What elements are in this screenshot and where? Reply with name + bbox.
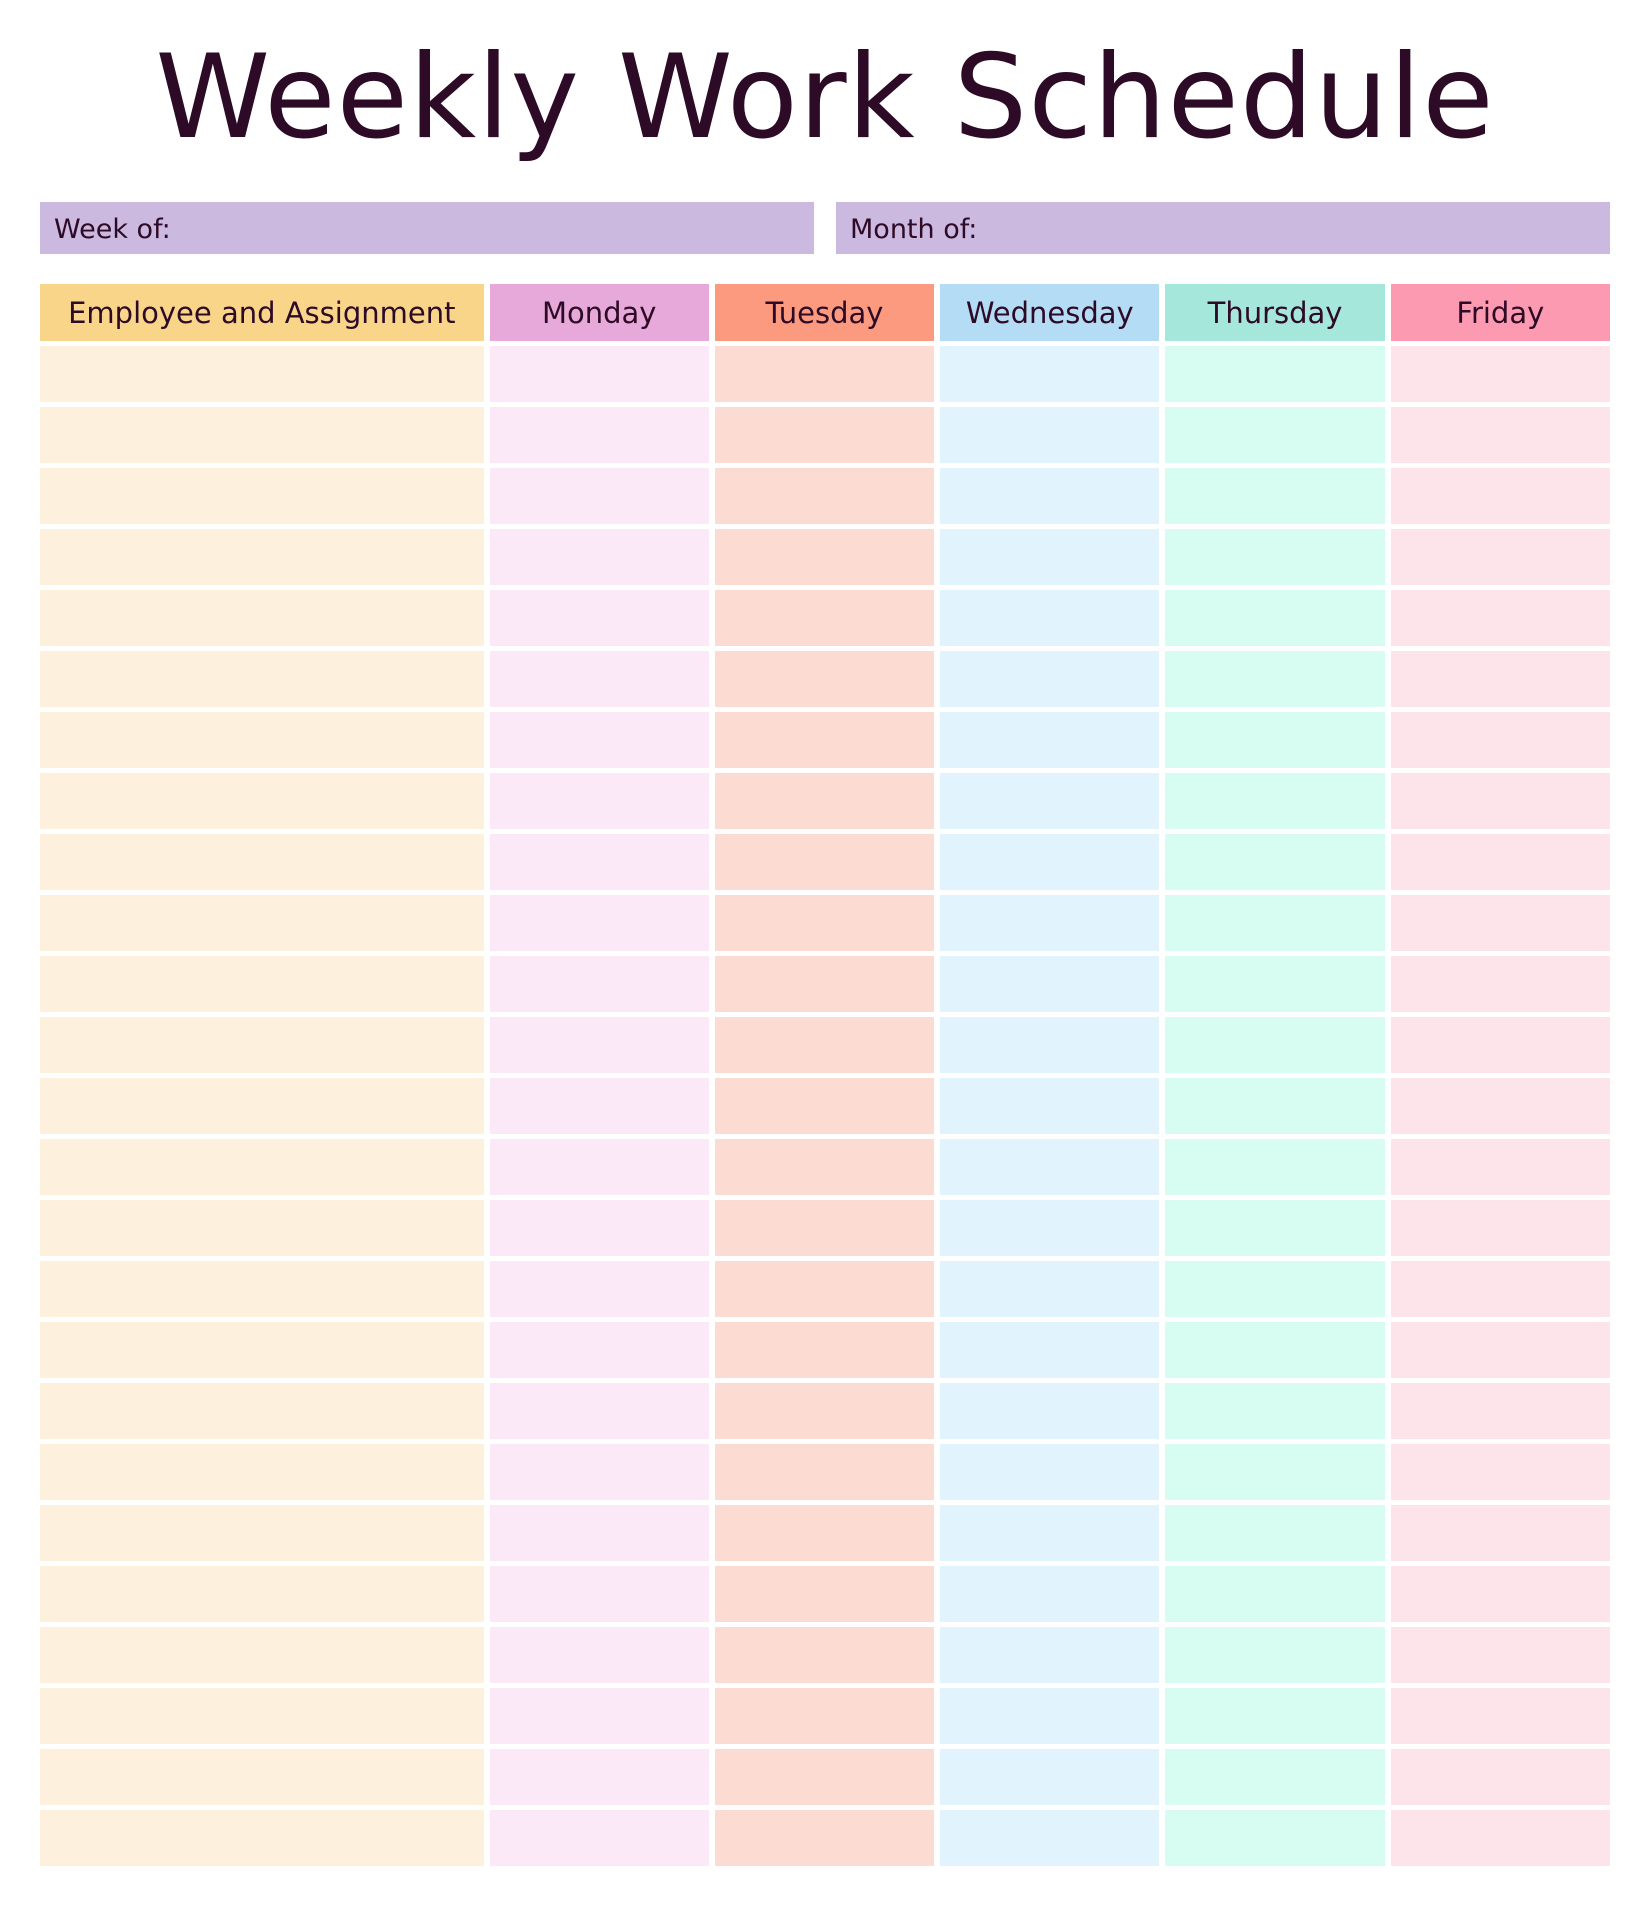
cell-friday[interactable] [1391, 895, 1610, 951]
table-row [40, 590, 1610, 646]
column-header-wednesday: Wednesday [940, 284, 1159, 341]
cell-employee[interactable] [40, 529, 484, 585]
cell-thursday[interactable] [1165, 529, 1384, 585]
cell-thursday[interactable] [1165, 1078, 1384, 1134]
cell-monday[interactable] [490, 1322, 709, 1378]
cell-tuesday[interactable] [715, 1749, 934, 1805]
cell-friday[interactable] [1391, 346, 1610, 402]
cell-employee[interactable] [40, 1688, 484, 1744]
cell-thursday[interactable] [1165, 1688, 1384, 1744]
cell-thursday[interactable] [1165, 895, 1384, 951]
cell-tuesday[interactable] [715, 1383, 934, 1439]
cell-employee[interactable] [40, 1444, 484, 1500]
cell-thursday[interactable] [1165, 1322, 1384, 1378]
cell-tuesday[interactable] [715, 1078, 934, 1134]
table-row [40, 1566, 1610, 1622]
cell-wednesday[interactable] [940, 1200, 1159, 1256]
cell-monday[interactable] [490, 1688, 709, 1744]
cell-monday[interactable] [490, 1444, 709, 1500]
cell-friday[interactable] [1391, 529, 1610, 585]
table-row [40, 1688, 1610, 1744]
cell-tuesday[interactable] [715, 529, 934, 585]
cell-monday[interactable] [490, 529, 709, 585]
week-of-label: Week of: [54, 214, 171, 245]
table-row [40, 651, 1610, 707]
table-row [40, 1810, 1610, 1866]
cell-monday[interactable] [490, 773, 709, 829]
table-header-row [40, 284, 1610, 341]
cell-employee[interactable] [40, 1261, 484, 1317]
cell-friday[interactable] [1391, 468, 1610, 524]
cell-employee[interactable] [40, 1749, 484, 1805]
cell-monday[interactable] [490, 1139, 709, 1195]
cell-wednesday[interactable] [940, 1749, 1159, 1805]
cell-monday[interactable] [490, 1810, 709, 1866]
table-row [40, 407, 1610, 463]
cell-wednesday[interactable] [940, 529, 1159, 585]
cell-thursday[interactable] [1165, 1566, 1384, 1622]
cell-tuesday[interactable] [715, 956, 934, 1012]
cell-wednesday[interactable] [940, 1688, 1159, 1744]
cell-monday[interactable] [490, 1383, 709, 1439]
page-title: Weekly Work Schedule [155, 30, 1495, 165]
cell-monday[interactable] [490, 712, 709, 768]
cell-friday[interactable] [1391, 1566, 1610, 1622]
table-row [40, 1322, 1610, 1378]
cell-thursday[interactable] [1165, 834, 1384, 890]
cell-tuesday[interactable] [715, 1566, 934, 1622]
cell-thursday[interactable] [1165, 1139, 1384, 1195]
cell-wednesday[interactable] [940, 712, 1159, 768]
cell-friday[interactable] [1391, 407, 1610, 463]
cell-monday[interactable] [490, 468, 709, 524]
table-row [40, 834, 1610, 890]
cell-thursday[interactable] [1165, 1505, 1384, 1561]
cell-employee[interactable] [40, 1200, 484, 1256]
cell-wednesday[interactable] [940, 895, 1159, 951]
cell-thursday[interactable] [1165, 712, 1384, 768]
table-row [40, 1078, 1610, 1134]
cell-monday[interactable] [490, 834, 709, 890]
table-row [40, 1139, 1610, 1195]
cell-monday[interactable] [490, 651, 709, 707]
cell-friday[interactable] [1391, 1505, 1610, 1561]
cell-employee[interactable] [40, 895, 484, 951]
cell-employee[interactable] [40, 956, 484, 1012]
cell-tuesday[interactable] [715, 651, 934, 707]
cell-wednesday[interactable] [940, 590, 1159, 646]
cell-tuesday[interactable] [715, 1200, 934, 1256]
cell-tuesday[interactable] [715, 590, 934, 646]
cell-wednesday[interactable] [940, 1322, 1159, 1378]
table-row [40, 773, 1610, 829]
week-of-field[interactable] [40, 202, 814, 254]
cell-thursday[interactable] [1165, 590, 1384, 646]
table-row [40, 346, 1610, 402]
cell-thursday[interactable] [1165, 1444, 1384, 1500]
cell-monday[interactable] [490, 1749, 709, 1805]
cell-thursday[interactable] [1165, 1017, 1384, 1073]
table-row [40, 1200, 1610, 1256]
month-of-field[interactable] [836, 202, 1610, 254]
cell-wednesday[interactable] [940, 773, 1159, 829]
cell-friday[interactable] [1391, 1139, 1610, 1195]
table-row [40, 1383, 1610, 1439]
cell-wednesday[interactable] [940, 1627, 1159, 1683]
cell-monday[interactable] [490, 1200, 709, 1256]
table-row [40, 529, 1610, 585]
cell-tuesday[interactable] [715, 407, 934, 463]
cell-wednesday[interactable] [940, 1383, 1159, 1439]
table-row [40, 1627, 1610, 1683]
cell-monday[interactable] [490, 1566, 709, 1622]
cell-tuesday[interactable] [715, 712, 934, 768]
cell-tuesday[interactable] [715, 468, 934, 524]
cell-tuesday[interactable] [715, 1627, 934, 1683]
cell-friday[interactable] [1391, 1688, 1610, 1744]
cell-friday[interactable] [1391, 1627, 1610, 1683]
cell-tuesday[interactable] [715, 1261, 934, 1317]
column-header-friday: Friday [1391, 284, 1610, 341]
cell-employee[interactable] [40, 1383, 484, 1439]
cell-tuesday[interactable] [715, 1505, 934, 1561]
table-row [40, 468, 1610, 524]
cell-employee[interactable] [40, 1566, 484, 1622]
cell-employee[interactable] [40, 468, 484, 524]
cell-friday[interactable] [1391, 1810, 1610, 1866]
cell-wednesday[interactable] [940, 346, 1159, 402]
cell-wednesday[interactable] [940, 468, 1159, 524]
table-row [40, 1017, 1610, 1073]
cell-thursday[interactable] [1165, 346, 1384, 402]
cell-tuesday[interactable] [715, 1444, 934, 1500]
cell-wednesday[interactable] [940, 1139, 1159, 1195]
cell-thursday[interactable] [1165, 1749, 1384, 1805]
cell-tuesday[interactable] [715, 834, 934, 890]
cell-monday[interactable] [490, 1627, 709, 1683]
cell-monday[interactable] [490, 1078, 709, 1134]
cell-friday[interactable] [1391, 773, 1610, 829]
table-row [40, 956, 1610, 1012]
cell-friday[interactable] [1391, 1444, 1610, 1500]
cell-wednesday[interactable] [940, 407, 1159, 463]
schedule-table [40, 284, 1610, 1871]
cell-wednesday[interactable] [940, 834, 1159, 890]
cell-monday[interactable] [490, 1505, 709, 1561]
cell-wednesday[interactable] [940, 1444, 1159, 1500]
cell-employee[interactable] [40, 407, 484, 463]
cell-employee[interactable] [40, 1810, 484, 1866]
cell-wednesday[interactable] [940, 1566, 1159, 1622]
cell-friday[interactable] [1391, 834, 1610, 890]
cell-tuesday[interactable] [715, 1810, 934, 1866]
cell-monday[interactable] [490, 1261, 709, 1317]
column-header-tuesday: Tuesday [715, 284, 934, 341]
table-row [40, 712, 1610, 768]
column-header-thursday: Thursday [1165, 284, 1384, 341]
cell-friday[interactable] [1391, 1200, 1610, 1256]
table-row [40, 1444, 1610, 1500]
cell-friday[interactable] [1391, 1383, 1610, 1439]
cell-employee[interactable] [40, 834, 484, 890]
cell-tuesday[interactable] [715, 773, 934, 829]
cell-employee[interactable] [40, 651, 484, 707]
cell-employee[interactable] [40, 1139, 484, 1195]
cell-wednesday[interactable] [940, 1505, 1159, 1561]
cell-tuesday[interactable] [715, 1322, 934, 1378]
cell-employee[interactable] [40, 773, 484, 829]
cell-monday[interactable] [490, 1017, 709, 1073]
cell-monday[interactable] [490, 956, 709, 1012]
cell-friday[interactable] [1391, 1749, 1610, 1805]
cell-monday[interactable] [490, 407, 709, 463]
cell-employee[interactable] [40, 1078, 484, 1134]
cell-friday[interactable] [1391, 1261, 1610, 1317]
cell-thursday[interactable] [1165, 1200, 1384, 1256]
cell-friday[interactable] [1391, 956, 1610, 1012]
cell-employee[interactable] [40, 1627, 484, 1683]
cell-wednesday[interactable] [940, 1810, 1159, 1866]
cell-thursday[interactable] [1165, 651, 1384, 707]
cell-monday[interactable] [490, 346, 709, 402]
cell-employee[interactable] [40, 1322, 484, 1378]
table-row [40, 895, 1610, 951]
cell-employee[interactable] [40, 1017, 484, 1073]
cell-thursday[interactable] [1165, 468, 1384, 524]
cell-thursday[interactable] [1165, 1810, 1384, 1866]
table-row [40, 1749, 1610, 1805]
cell-monday[interactable] [490, 895, 709, 951]
cell-friday[interactable] [1391, 590, 1610, 646]
table-row [40, 1261, 1610, 1317]
cell-wednesday[interactable] [940, 1261, 1159, 1317]
cell-friday[interactable] [1391, 651, 1610, 707]
cell-wednesday[interactable] [940, 651, 1159, 707]
cell-thursday[interactable] [1165, 773, 1384, 829]
cell-thursday[interactable] [1165, 956, 1384, 1012]
cell-thursday[interactable] [1165, 1261, 1384, 1317]
cell-tuesday[interactable] [715, 346, 934, 402]
column-header-monday: Monday [490, 284, 709, 341]
cell-friday[interactable] [1391, 1322, 1610, 1378]
cell-thursday[interactable] [1165, 1627, 1384, 1683]
cell-friday[interactable] [1391, 1078, 1610, 1134]
table-row [40, 1505, 1610, 1561]
cell-tuesday[interactable] [715, 1139, 934, 1195]
cell-tuesday[interactable] [715, 1688, 934, 1744]
cell-employee[interactable] [40, 590, 484, 646]
table-body [40, 346, 1610, 1866]
cell-friday[interactable] [1391, 712, 1610, 768]
cell-thursday[interactable] [1165, 407, 1384, 463]
column-header-employee: Employee and Assignment [40, 284, 484, 341]
cell-employee[interactable] [40, 346, 484, 402]
cell-tuesday[interactable] [715, 1017, 934, 1073]
cell-wednesday[interactable] [940, 1078, 1159, 1134]
cell-friday[interactable] [1391, 1017, 1610, 1073]
cell-wednesday[interactable] [940, 956, 1159, 1012]
cell-monday[interactable] [490, 590, 709, 646]
cell-employee[interactable] [40, 712, 484, 768]
cell-employee[interactable] [40, 1505, 484, 1561]
cell-tuesday[interactable] [715, 895, 934, 951]
cell-thursday[interactable] [1165, 1383, 1384, 1439]
month-of-label: Month of: [850, 214, 978, 245]
cell-wednesday[interactable] [940, 1017, 1159, 1073]
